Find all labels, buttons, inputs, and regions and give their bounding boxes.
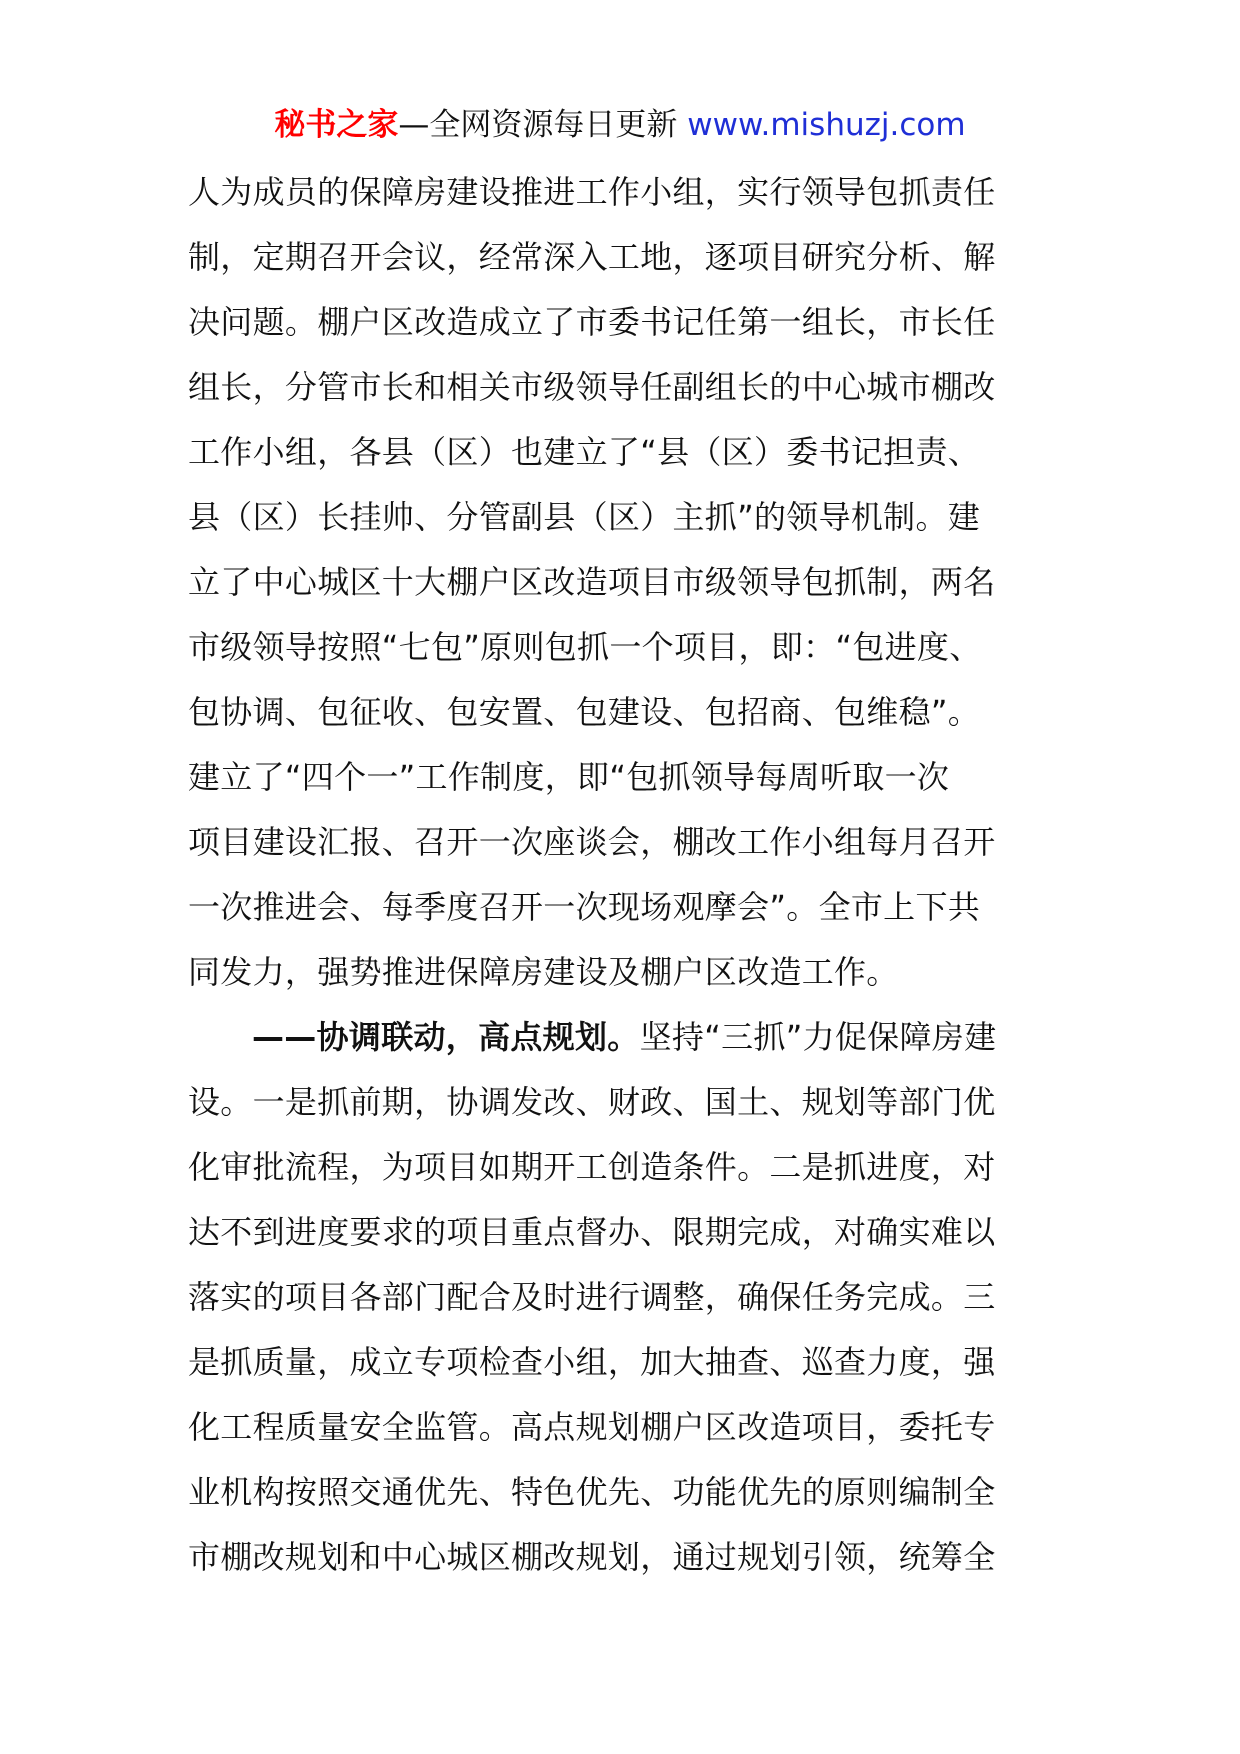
text-line: 市棚改规划和中心城区棚改规划，通过规划引领，统筹全 [188,1538,996,1576]
text-line: 是抓质量，成立专项检查小组，加大抽查、巡查力度，强 [188,1343,996,1381]
text-line: 立了中心城区十大棚户区改造项目市级领导包抓制，两名 [188,563,996,601]
site-brand: 秘书之家 [274,107,399,143]
paragraph-1 [188,160,1058,1005]
heading-line-text: 坚持“三抓”力促保障房建 [639,1018,997,1056]
site-url-link[interactable]: www.mishuzj.com [687,107,966,143]
text-line: 设。一是抓前期，协调发改、财政、国土、规划等部门优 [188,1083,996,1121]
text-line: 县（区）长挂帅、分管副县（区）主抓”的领导机制。建 [188,498,981,536]
paragraph-2 [188,1005,1058,1590]
text-line: 工作小组，各县（区）也建立了“县（区）委书记担责、 [188,433,981,471]
text-line: 一次推进会、每季度召开一次现场观摩会”。全市上下共 [188,888,981,926]
text-line: 项目建设汇报、召开一次座谈会，棚改工作小组每月召开 [188,823,996,861]
text-line: 市级领导按照“七包”原则包抓一个项目，即：“包进度、 [188,628,982,666]
text-line: 化工程质量安全监管。高点规划棚户区改造项目，委托专 [188,1408,996,1446]
text-line: 组长，分管市长和相关市级领导任副组长的中心城市棚改 [188,368,996,406]
section-heading: ——协调联动，高点规划。 [252,1018,640,1056]
text-line: 建立了“四个一”工作制度，即“包抓领导每周听取一次 [188,758,950,796]
site-slogan: —全网资源每日更新 [398,107,678,143]
site-header [0,100,1240,150]
text-line: 包协调、包征收、包安置、包建设、包招商、包维稳”。 [188,693,981,731]
text-line: 业机构按照交通优先、特色优先、功能优先的原则编制全 [188,1473,996,1511]
text-line: 决问题。棚户区改造成立了市委书记任第一组长，市长任 [188,303,996,341]
text-line: 达不到进度要求的项目重点督办、限期完成，对确实难以 [188,1213,996,1251]
paragraph-first-line [188,1005,1058,1070]
text-line: 同发力，强势推进保障房建设及棚户区改造工作。 [188,953,899,991]
text-line: 人为成员的保障房建设推进工作小组，实行领导包抓责任 [188,173,996,211]
text-line: 化审批流程，为项目如期开工创造条件。二是抓进度，对 [188,1148,996,1186]
text-line: 落实的项目各部门配合及时进行调整，确保任务完成。三 [188,1278,996,1316]
document-body [188,160,1058,1590]
text-line: 制，定期召开会议，经常深入工地，逐项目研究分析、解 [188,238,996,276]
